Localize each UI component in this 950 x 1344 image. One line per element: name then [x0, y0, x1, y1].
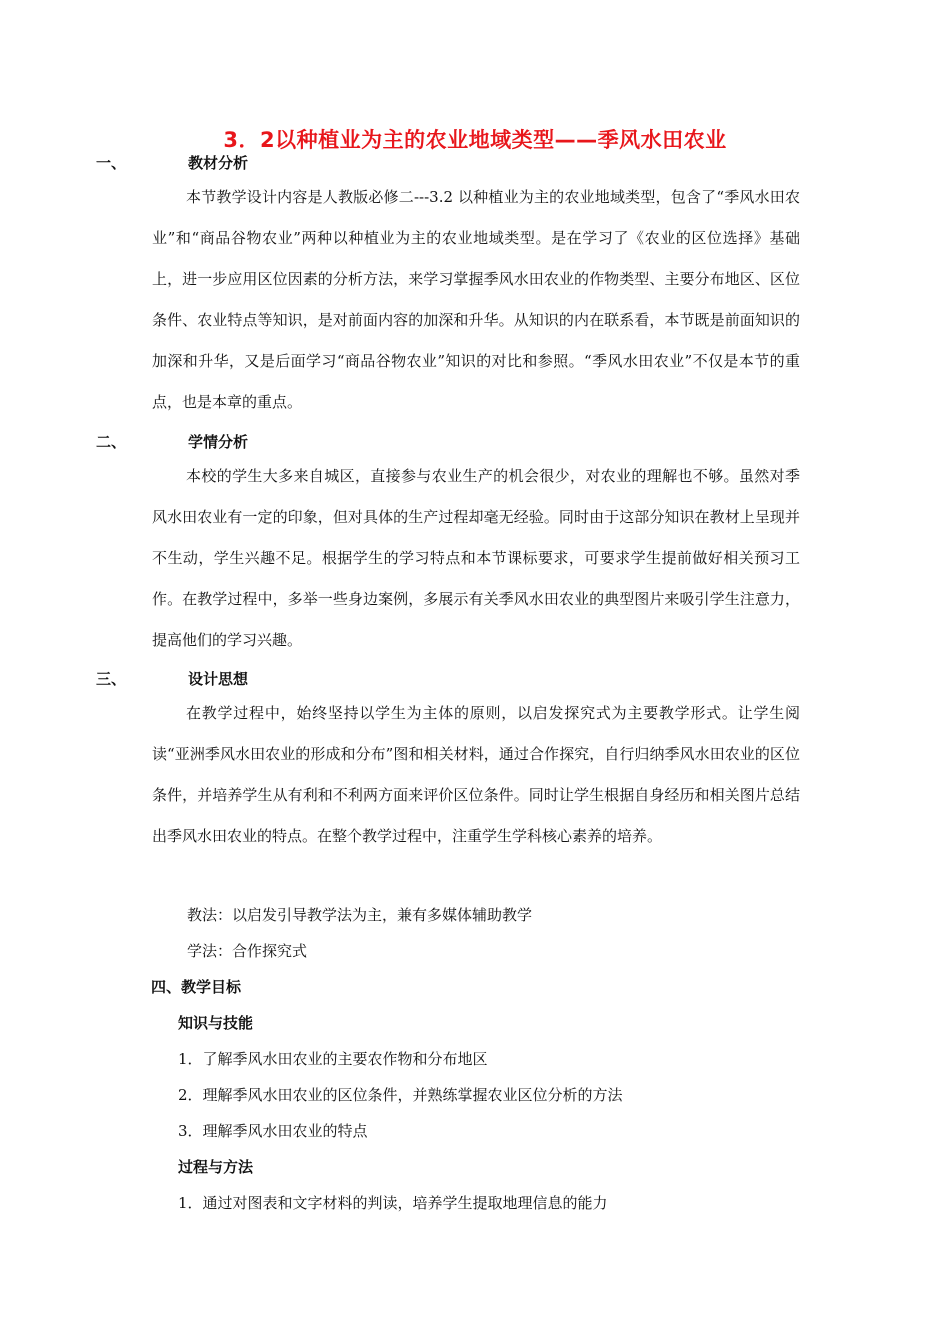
- teaching-method: 教法：以启发引导教学法为主，兼有多媒体辅助教学: [187, 906, 533, 924]
- section-1-paragraph: 本节教学设计内容是人教版必修二---3.2 以种植业为主的农业地域类型，包含了“季风水田农业”和“商品谷物农业”两种以种植业为主的农业地域类型。是在学习了《农业的区位选择》基础上，进一步应用区位因素的分析方法，来学习掌握季风水田农业的作物类型、主要分布地区、区位条件、农业特点等知识，是对前面内容的加深和升华。从知识的内在联系看，本节既是前面知识的加深和升华，又是后面学习“商品谷物农业”知识的对比和参照。“季风水田农业”不仅是本节的重点，也是本章的重点。: [152, 188, 800, 411]
- section-4-heading: 四、教学目标: [151, 978, 242, 996]
- process-methods-heading: 过程与方法: [178, 1158, 254, 1176]
- section-3-heading: 设计思想: [188, 670, 249, 688]
- section-1-heading: 教材分析: [188, 154, 249, 172]
- section-2-number: 二、: [96, 433, 127, 451]
- page-title: 3．2以种植业为主的农业地域类型——季风水田农业: [223, 128, 727, 152]
- section-3-paragraph: 在教学过程中，始终坚持以学生为主体的原则，以启发探究式为主要教学形式。让学生阅读“亚洲季风水田农业的形成和分布”图和相关材料，通过合作探究，自行归纳季风水田农业的区位条件，并培养学生从有利和不利两方面来评价区位条件。同时让学生根据自身经历和相关图片总结出季风水田农业的特点。在整个教学过程中，注重学生学科核心素养的培养。: [152, 704, 800, 845]
- learning-method: 学法：合作探究式: [187, 942, 308, 960]
- knowledge-item: 1．了解季风水田农业的主要农作物和分布地区: [178, 1050, 488, 1068]
- section-2-heading: 学情分析: [188, 433, 249, 451]
- process-item: 1．通过对图表和文字材料的判读，培养学生提取地理信息的能力: [178, 1194, 608, 1212]
- section-1-number: 一、: [96, 154, 127, 172]
- section-2-paragraph: 本校的学生大多来自城区，直接参与农业生产的机会很少，对农业的理解也不够。虽然对季风水田农业有一定的印象，但对具体的生产过程却毫无经验。同时由于这部分知识在教材上呈现并不生动，学生兴趣不足。根据学生的学习特点和本节课标要求，可要求学生提前做好相关预习工作。在教学过程中，多举一些身边案例，多展示有关季风水田农业的典型图片来吸引学生注意力，提高他们的学习兴趣。: [152, 467, 800, 649]
- knowledge-skills-heading: 知识与技能: [178, 1014, 254, 1032]
- knowledge-item: 2．理解季风水田农业的区位条件，并熟练掌握农业区位分析的方法: [178, 1086, 623, 1104]
- section-3-number: 三、: [96, 670, 127, 688]
- knowledge-item: 3．理解季风水田农业的特点: [178, 1122, 368, 1140]
